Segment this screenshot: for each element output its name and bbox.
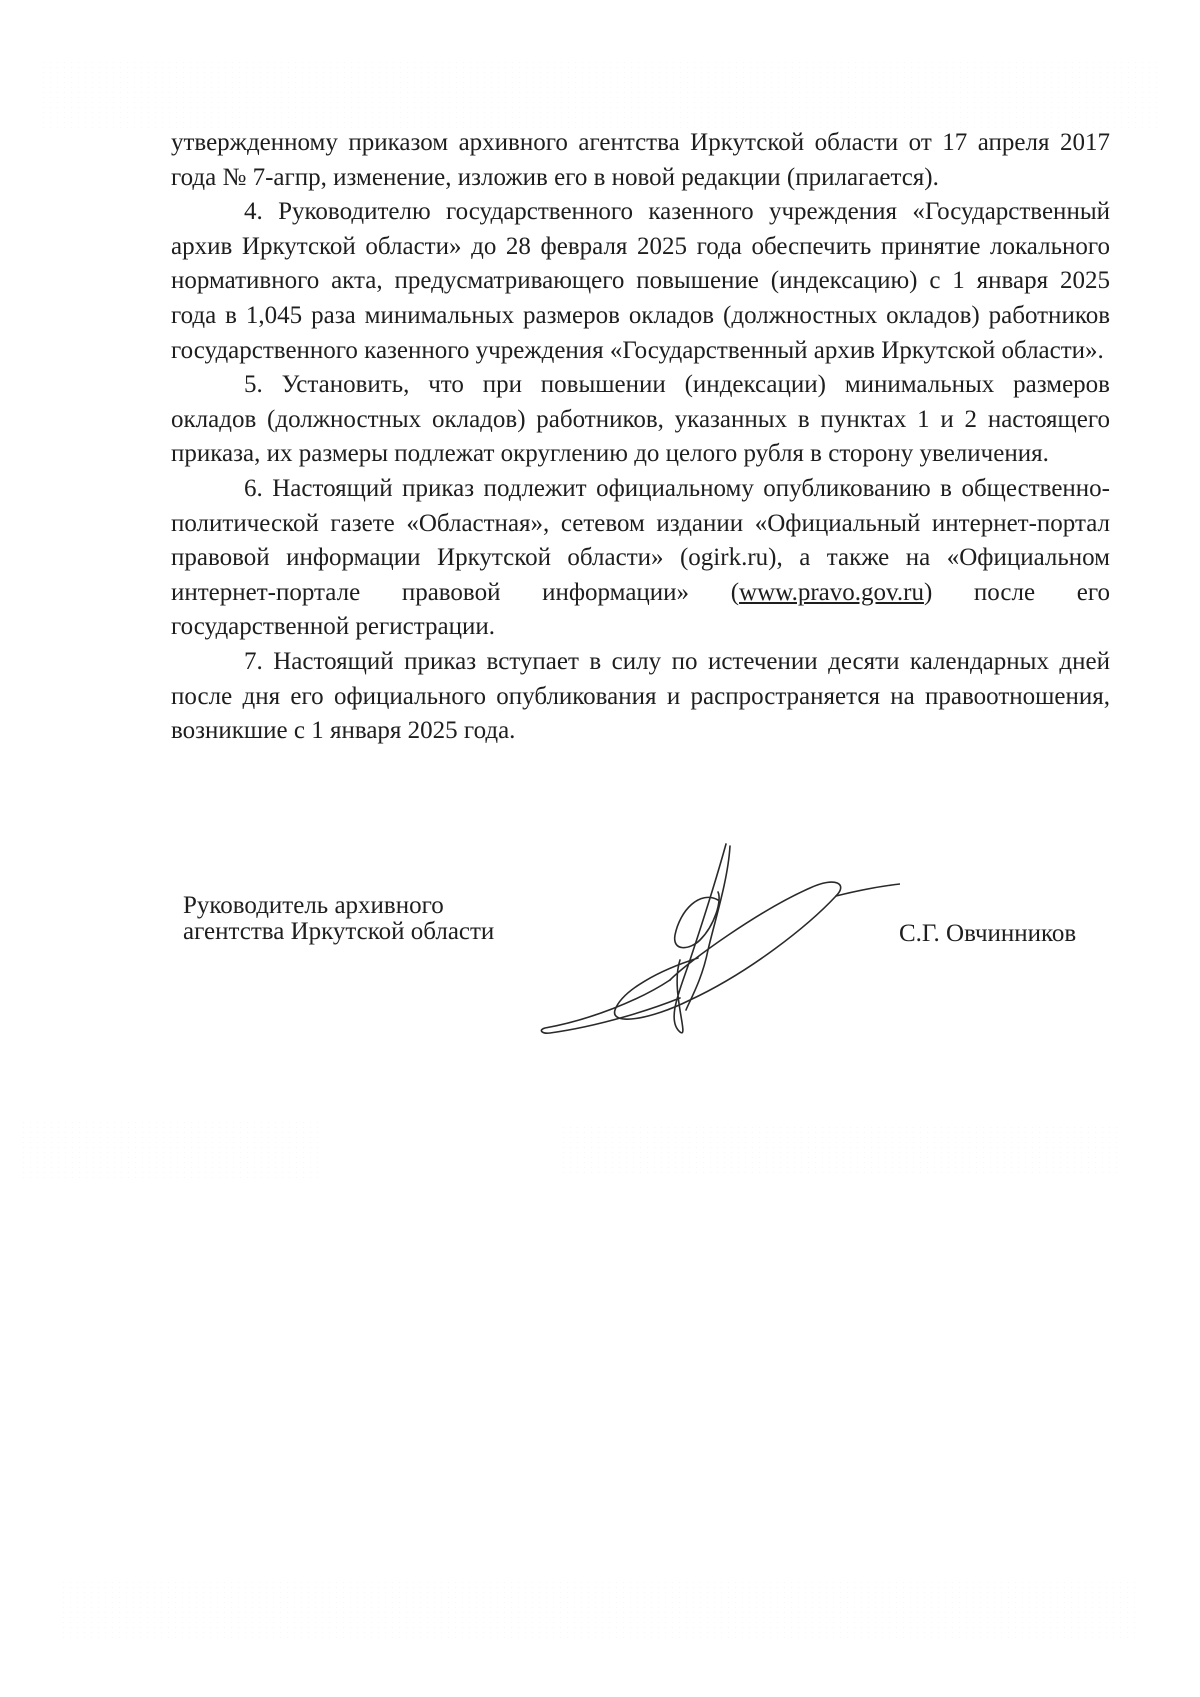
paragraph-p7 [171,645,1110,749]
signature-stroke [686,846,730,1010]
pravo-gov-link[interactable]: www.pravo.gov.ru [739,578,924,606]
handwritten-signature [540,840,900,1050]
signature-stroke [615,882,841,1019]
paragraph-text: 6. Настоящий приказ подлежит официальному опубликованию в общественно-политической газете «Областная», сетевом издании «Официальный интернет-портал правовой информации Иркутской области» (ogirk.ru), а также на «Официальном интернет-портале правовой информации» ( [171,474,1110,606]
signature-stroke [674,844,726,1033]
paragraph-text: 5. Установить, что при повышении (индексации) минимальных размеров окладов (должностных окладов) работников, указанных в пунктах 1 и 2 настоящего приказа, их размеры подлежат округлению до целого рубля в сторону увеличения. [171,371,1110,468]
paragraph-p6 [171,472,1110,645]
document-body [171,126,1110,749]
paragraph-p4 [171,195,1110,368]
paragraph-text: утвержденному приказом архивного агентства Иркутской области от 17 апреля 2017 года № 7-агпр, изменение, изложив его в новой редакции (прилагается). [171,129,1110,191]
scan-noise [560,1125,1120,1175]
scan-noise [60,1580,1140,1640]
paragraph-text: 7. Настоящий приказ вступает в силу по истечении десяти календарных дней после дня его официального опубликования и распространяется на правоотношения, возникшие с 1 января 2025 года. [171,647,1110,745]
signature-stroke [675,892,719,948]
signer-position-line-1: Руководитель архивного [183,892,444,919]
signer-name: С.Г. Овчинников [899,920,1077,947]
paragraph-p3-continued [171,126,1110,195]
scan-noise [40,60,1160,130]
signer-position [183,893,494,945]
scan-noise [20,1120,320,1180]
signature-stroke [541,980,680,1033]
signer-position-line-2: агентства Иркутской области [183,918,495,945]
paragraph-text: ) после его государственной регистрации. [171,578,1110,641]
paragraph-text: 4. Руководителю государственного казенного учреждения «Государственный архив Иркутской области» до 28 февраля 2025 года обеспечить принятие локального нормативного акта, предусматривающего повышение (индексацию) с 1 января 2025 года в 1,045 раза минимальных размеров окладов (должностных окладов) работников государственного казенного учреждения «Государственный архив Иркутской области». [171,198,1110,364]
paragraph-p5 [171,368,1110,472]
signature-stroke [836,884,900,896]
